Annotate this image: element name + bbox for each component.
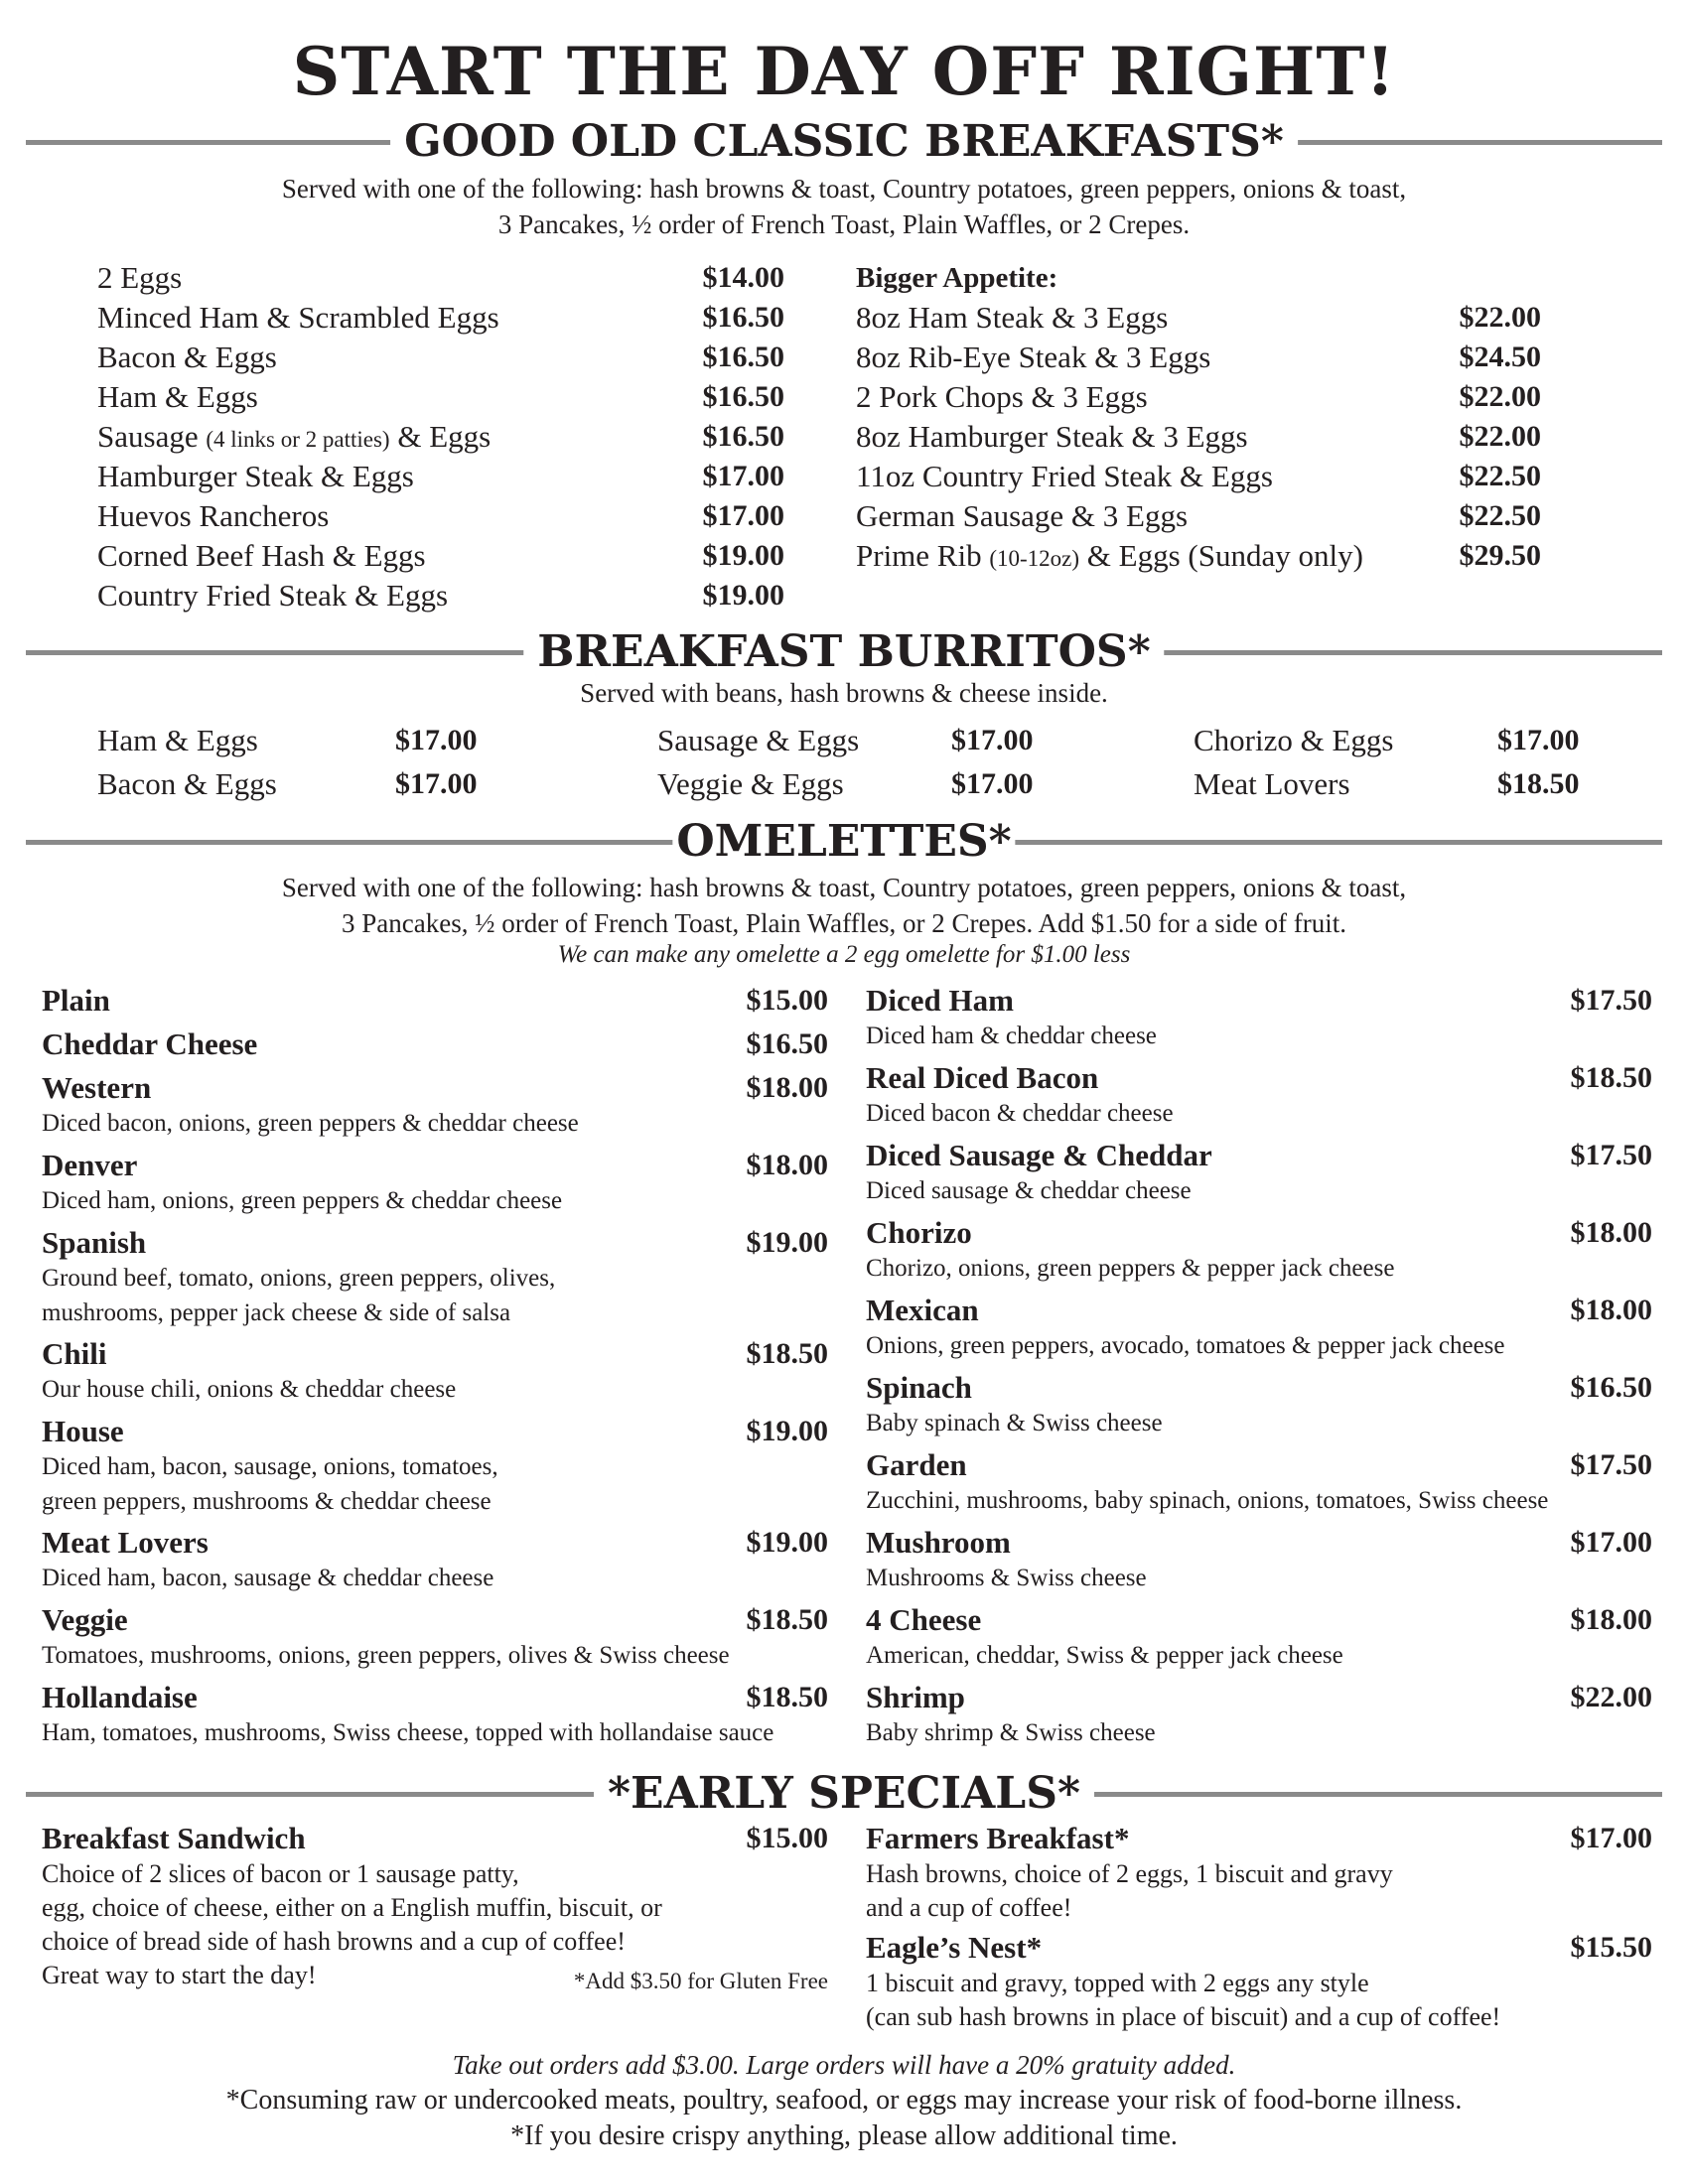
- item-note: (4 links or 2 patties): [206, 427, 390, 452]
- omelette-name: Veggie: [42, 1602, 128, 1637]
- menu-item-price: $22.50: [1459, 460, 1541, 492]
- menu-item-price: $22.00: [1459, 380, 1541, 413]
- omelette-name: Meat Lovers: [42, 1525, 209, 1560]
- menu-item-price: $14.00: [702, 261, 784, 294]
- menu-item-name: 8oz Rib-Eye Steak & 3 Eggs: [856, 340, 1211, 374]
- menu-item-name: 8oz Ham Steak & 3 Eggs: [856, 300, 1169, 335]
- page-title: START THE DAY OFF RIGHT!: [292, 33, 1396, 110]
- item-suffix: & Eggs: [397, 419, 492, 454]
- menu-item-price: $17.00: [951, 767, 1034, 800]
- menu-item-price: $17.00: [951, 724, 1034, 756]
- menu-item-price: $16.50: [702, 420, 784, 453]
- omelette-description: Diced bacon, onions, green peppers & cheddar cheese: [42, 1110, 579, 1137]
- omelette-price: $18.50: [1570, 1061, 1652, 1094]
- menu-item-price: $16.50: [702, 341, 784, 373]
- omelette-price: $22.00: [1570, 1681, 1652, 1713]
- omelette-name: Chorizo: [866, 1215, 972, 1250]
- menu-item-price: $22.00: [1459, 301, 1541, 334]
- omelettes-served-line-1: Served with one of the following: hash browns & toast, Country potatoes, green peppers, onions & toast,: [281, 873, 1407, 902]
- omelette-description: American, cheddar, Swiss & pepper jack cheese: [866, 1642, 1343, 1669]
- omelette-price: $18.00: [746, 1071, 828, 1104]
- special-description: choice of bread side of hash browns and a cup of coffee!: [42, 1927, 626, 1956]
- item-note: (10-12oz): [989, 546, 1080, 571]
- menu-item-name: Ham & Eggs: [97, 723, 258, 757]
- special-description: egg, choice of cheese, either on a English muffin, biscuit, or: [42, 1893, 662, 1922]
- menu-item-price: $17.00: [395, 724, 478, 756]
- menu-item-price: $29.50: [1459, 539, 1541, 572]
- omelette-price: $19.00: [746, 1415, 828, 1447]
- omelette-description: Diced sausage & cheddar cheese: [866, 1177, 1192, 1204]
- omelette-description: Ham, tomatoes, mushrooms, Swiss cheese, topped with hollandaise sauce: [42, 1719, 774, 1746]
- special-price: $15.50: [1570, 1931, 1652, 1964]
- menu-item-price: $24.50: [1459, 341, 1541, 373]
- omelette-price: $18.00: [1570, 1294, 1652, 1326]
- classic-served-line-2: 3 Pancakes, ½ order of French Toast, Plain Waffles, or 2 Crepes.: [497, 209, 1191, 239]
- menu-item-name: German Sausage & 3 Eggs: [856, 498, 1189, 533]
- menu-item-name: Sausage & Eggs: [657, 723, 860, 757]
- omelette-description: Baby spinach & Swiss cheese: [866, 1410, 1163, 1436]
- omelette-price: $17.00: [1570, 1526, 1652, 1559]
- omelette-description: Diced ham, onions, green peppers & cheddar cheese: [42, 1187, 563, 1214]
- special-name: Eagle’s Nest*: [866, 1930, 1043, 1965]
- special-description: and a cup of coffee!: [866, 1893, 1072, 1922]
- special-description: (can sub hash browns in place of biscuit) and a cup of coffee!: [866, 2002, 1501, 2031]
- gluten-free-note: *Add $3.50 for Gluten Free: [573, 1969, 828, 1993]
- omelette-price: $18.00: [746, 1149, 828, 1181]
- footer-crispy-note: *If you desire crispy anything, please allow additional time.: [510, 2120, 1178, 2151]
- omelette-name: Garden: [866, 1447, 967, 1482]
- omelette-name: Spinach: [866, 1370, 972, 1405]
- menu-item-name: 2 Eggs: [97, 260, 183, 295]
- omelette-name: Diced Ham: [866, 983, 1014, 1018]
- menu-item-price: $19.00: [702, 579, 784, 612]
- omelette-name: Western: [42, 1070, 152, 1105]
- omelette-description: Zucchini, mushrooms, baby spinach, onions, tomatoes, Swiss cheese: [866, 1487, 1549, 1514]
- burritos-served: Served with beans, hash browns & cheese inside.: [580, 678, 1108, 708]
- omelette-price: $16.50: [746, 1027, 828, 1060]
- menu-item-name: [856, 536, 1363, 579]
- omelette-name: Spanish: [42, 1225, 147, 1260]
- menu-item-name: Chorizo & Eggs: [1194, 723, 1394, 757]
- burritos-heading: BREAKFAST BURRITOS*: [523, 627, 1164, 677]
- menu-item-price: $18.50: [1497, 767, 1580, 800]
- omelette-description: Chorizo, onions, green peppers & pepper jack cheese: [866, 1255, 1395, 1282]
- omelette-name: Real Diced Bacon: [866, 1060, 1099, 1095]
- omelette-price: $16.50: [1570, 1371, 1652, 1404]
- omelette-name: 4 Cheese: [866, 1602, 982, 1637]
- classic-served-line-1: Served with one of the following: hash browns & toast, Country potatoes, green peppers, onions & toast,: [281, 174, 1407, 204]
- menu-item-price: $22.00: [1459, 420, 1541, 453]
- omelette-name: Plain: [42, 983, 110, 1018]
- omelette-description: Mushrooms & Swiss cheese: [866, 1565, 1147, 1591]
- omelette-price: $15.00: [746, 984, 828, 1017]
- omelettes-note: We can make any omelette a 2 egg omelette for $1.00 less: [557, 941, 1131, 968]
- omelette-price: $17.50: [1570, 1139, 1652, 1171]
- menu-item-name: [97, 417, 491, 460]
- menu-item-name: Country Fried Steak & Eggs: [97, 578, 449, 613]
- menu-item-name: Meat Lovers: [1194, 766, 1350, 801]
- omelettes-section-header: [26, 817, 1662, 867]
- menu-item-name: Bacon & Eggs: [97, 766, 277, 801]
- omelette-name: Shrimp: [866, 1680, 965, 1714]
- omelette-price: $18.00: [1570, 1216, 1652, 1249]
- omelette-price: $19.00: [746, 1526, 828, 1559]
- footer-consumption-warning: *Consuming raw or undercooked meats, poultry, seafood, or eggs may increase your risk of food-borne illness.: [225, 2085, 1463, 2116]
- omelette-name: House: [42, 1414, 124, 1448]
- omelette-name: Cheddar Cheese: [42, 1026, 258, 1061]
- omelette-price: $17.50: [1570, 1448, 1652, 1481]
- omelette-description: Diced ham, bacon, sausage, onions, tomatoes,: [42, 1453, 498, 1480]
- omelette-price: $18.50: [746, 1681, 828, 1713]
- omelette-description: Baby shrimp & Swiss cheese: [866, 1719, 1156, 1746]
- omelette-description: Ground beef, tomato, onions, green peppers, olives,: [42, 1265, 556, 1292]
- footer-takeout-note: Take out orders add $3.00. Large orders will have a 20% gratuity added.: [452, 2050, 1236, 2080]
- omelette-description: Tomatoes, mushrooms, onions, green peppers, olives & Swiss cheese: [42, 1642, 730, 1669]
- omelette-description-line-2: mushrooms, pepper jack cheese & side of salsa: [42, 1299, 511, 1326]
- menu-item-price: $17.00: [702, 499, 784, 532]
- classic-heading: GOOD OLD CLASSIC BREAKFASTS*: [390, 117, 1298, 167]
- menu-item-name: 8oz Hamburger Steak & 3 Eggs: [856, 419, 1248, 454]
- menu-item-name: Huevos Rancheros: [97, 498, 330, 533]
- omelette-name: Mushroom: [866, 1525, 1011, 1560]
- menu-item-name: Minced Ham & Scrambled Eggs: [97, 300, 499, 335]
- bigger-appetite-heading: Bigger Appetite:: [856, 262, 1058, 294]
- omelette-price: $18.50: [746, 1603, 828, 1636]
- special-name: Farmers Breakfast*: [866, 1821, 1130, 1855]
- omelette-name: Chili: [42, 1336, 107, 1371]
- omelette-price: $19.00: [746, 1226, 828, 1259]
- menu-item-name: Bacon & Eggs: [97, 340, 277, 374]
- special-price: $15.00: [746, 1822, 828, 1854]
- special-description: Hash browns, choice of 2 eggs, 1 biscuit and gravy: [866, 1859, 1393, 1888]
- omelette-name: Denver: [42, 1148, 138, 1182]
- menu-item-name: Hamburger Steak & Eggs: [97, 459, 414, 493]
- special-price: $17.00: [1570, 1822, 1652, 1854]
- special-name: Breakfast Sandwich: [42, 1821, 306, 1855]
- special-description: Choice of 2 slices of bacon or 1 sausage patty,: [42, 1859, 519, 1888]
- menu-item-price: $19.00: [702, 539, 784, 572]
- menu-item-price: $17.00: [395, 767, 478, 800]
- omelette-description: Diced ham, bacon, sausage & cheddar cheese: [42, 1565, 494, 1591]
- burritos-section-header: [26, 627, 1662, 677]
- menu-item-price: $16.50: [702, 380, 784, 413]
- menu-item-price: $22.50: [1459, 499, 1541, 532]
- omelette-description: Onions, green peppers, avocado, tomatoes & pepper jack cheese: [866, 1332, 1505, 1359]
- omelette-description: Our house chili, onions & cheddar cheese: [42, 1376, 457, 1403]
- omelette-price: $18.00: [1570, 1603, 1652, 1636]
- omelette-name: Mexican: [866, 1293, 979, 1327]
- special-description: Great way to start the day!: [42, 1961, 317, 1989]
- omelette-name: Hollandaise: [42, 1680, 198, 1714]
- menu-item-price: $17.00: [1497, 724, 1580, 756]
- omelette-name: Diced Sausage & Cheddar: [866, 1138, 1212, 1172]
- specials-heading: *EARLY SPECIALS*: [594, 1769, 1094, 1819]
- item-suffix: & Eggs (Sunday only): [1086, 538, 1363, 573]
- special-description: 1 biscuit and gravy, topped with 2 eggs any style: [866, 1969, 1369, 1997]
- omelette-description: Diced bacon & cheddar cheese: [866, 1100, 1174, 1127]
- omelette-price: $17.50: [1570, 984, 1652, 1017]
- menu-item-name: Ham & Eggs: [97, 379, 258, 414]
- menu-item-name: Corned Beef Hash & Eggs: [97, 538, 426, 573]
- omelette-description-line-2: green peppers, mushrooms & cheddar cheese: [42, 1488, 492, 1515]
- omelettes-heading: OMELETTES*: [672, 817, 1015, 867]
- specials-section-header: [26, 1769, 1662, 1819]
- menu-item-price: $17.00: [702, 460, 784, 492]
- menu-item-name: Veggie & Eggs: [657, 766, 844, 801]
- omelette-description: Diced ham & cheddar cheese: [866, 1023, 1157, 1049]
- omelette-price: $18.50: [746, 1337, 828, 1370]
- menu-item-price: $16.50: [702, 301, 784, 334]
- item-name: Prime Rib: [856, 538, 982, 573]
- menu-item-name: 11oz Country Fried Steak & Eggs: [856, 459, 1273, 493]
- menu-item-name: 2 Pork Chops & 3 Eggs: [856, 379, 1148, 414]
- item-name: Sausage: [97, 419, 199, 454]
- classic-section-header: [26, 117, 1662, 167]
- omelettes-served-line-2: 3 Pancakes, ½ order of French Toast, Plain Waffles, or 2 Crepes. Add $1.50 for a side of fruit.: [342, 908, 1346, 938]
